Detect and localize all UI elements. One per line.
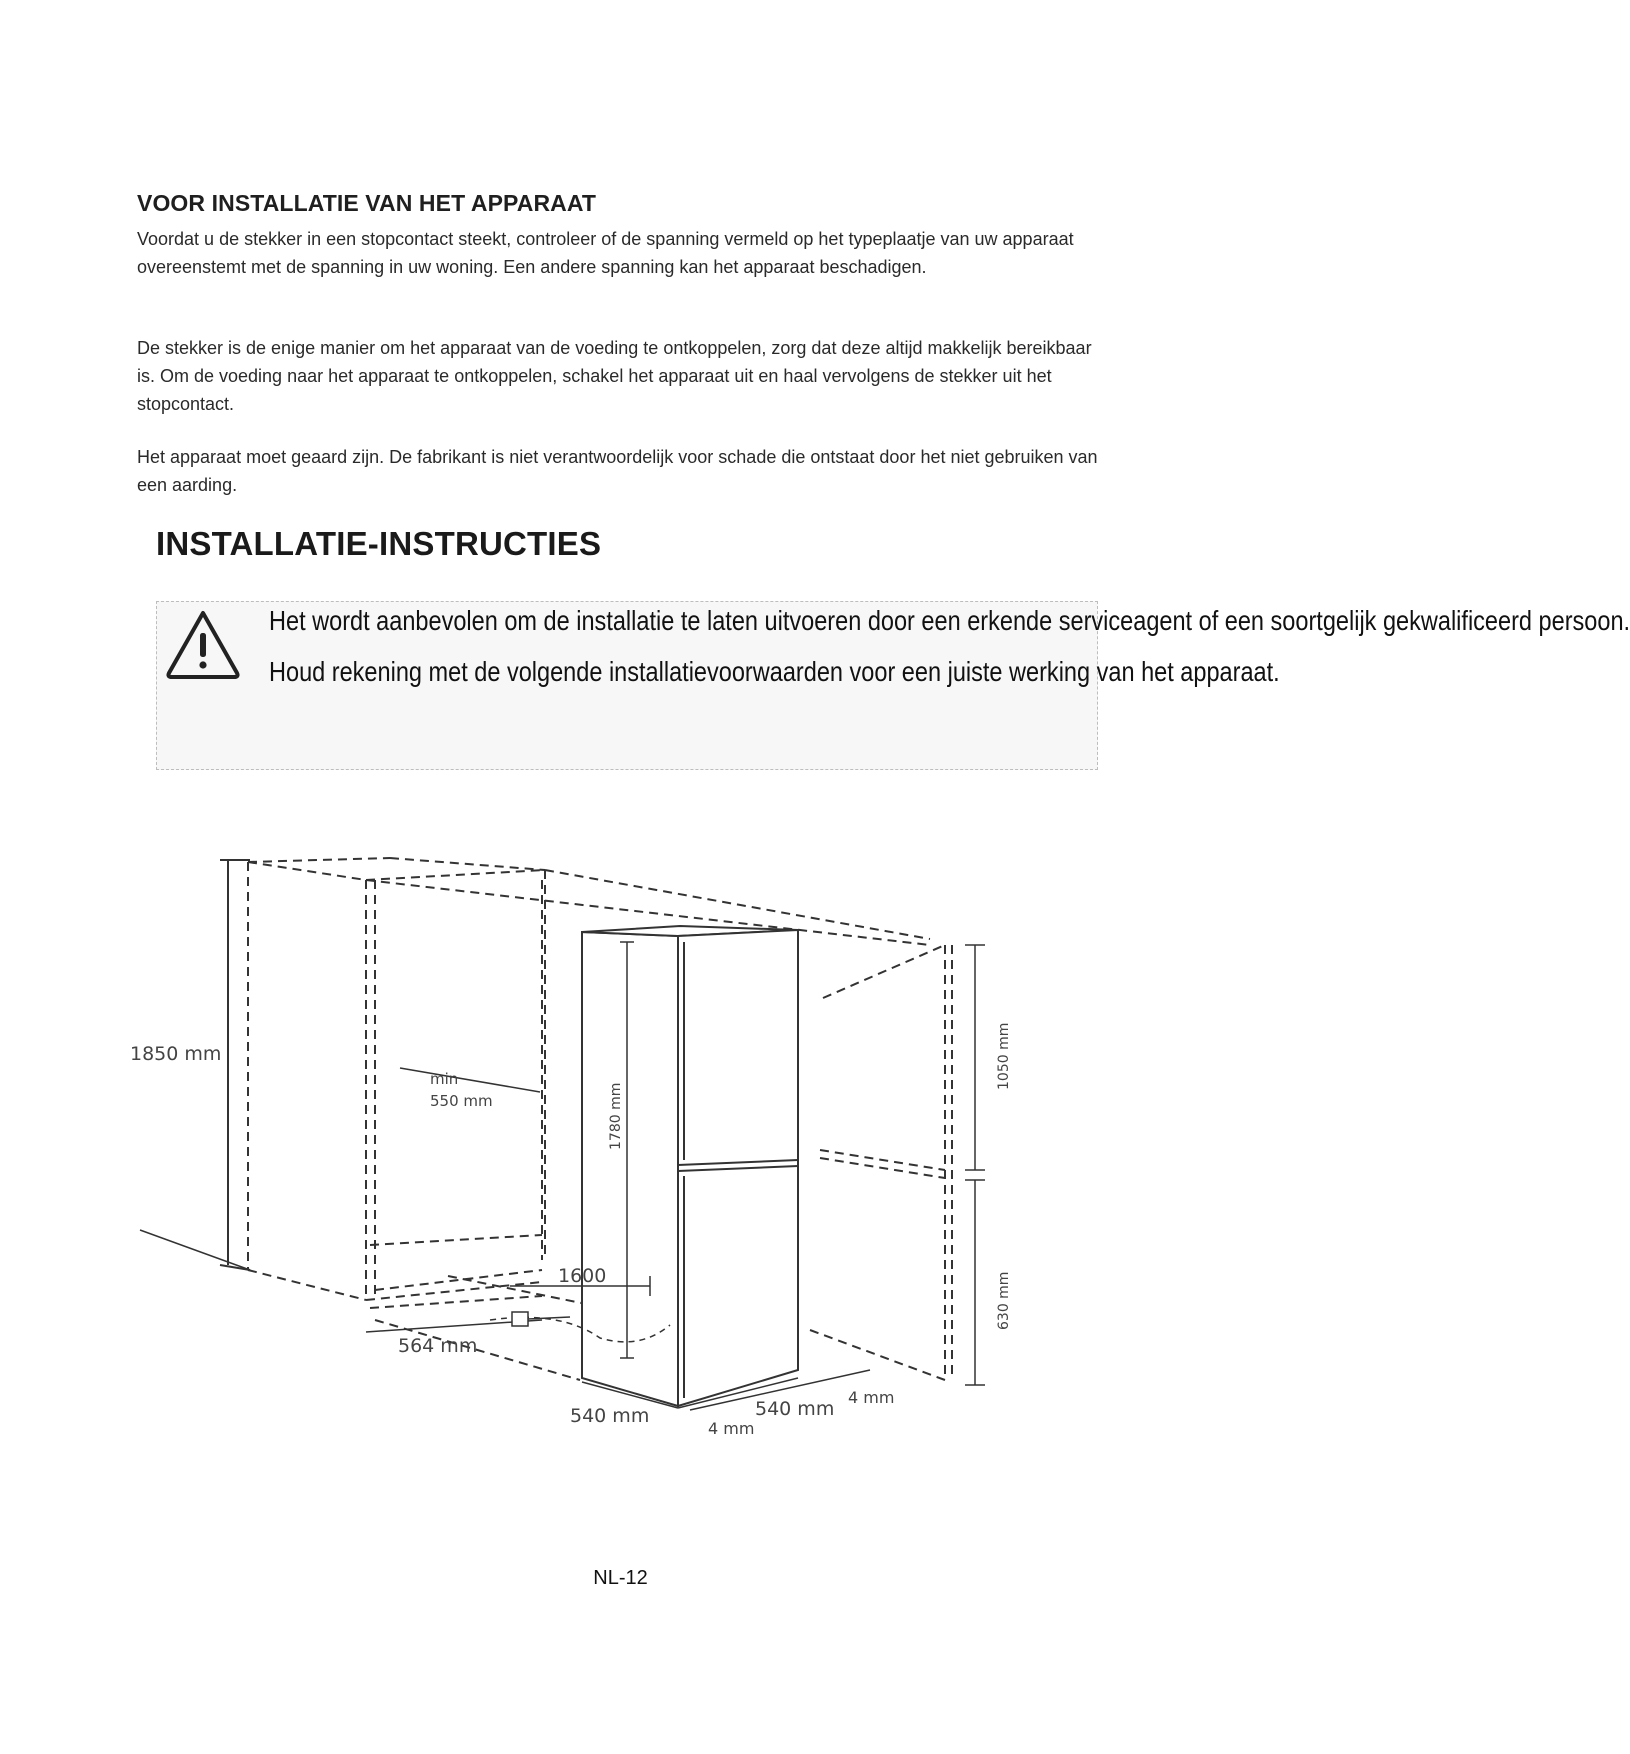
warning-line-qualified-installer: Het wordt aanbevolen om de installatie te laten uitvoeren door een erkende serviceagent of een soortgelijk gekwalificeerd persoon. — [269, 605, 1630, 636]
section-title-before-installation: VOOR INSTALLATIE VAN HET APPARAAT — [137, 190, 597, 216]
dim-appliance-height: 1780 mm — [608, 1082, 624, 1150]
dim-depth-min-value: 550 mm — [430, 1092, 493, 1110]
section-title-installation-instructions: INSTALLATIE-INSTRUCTIES — [156, 525, 602, 562]
dim-niche-height: 1850 mm — [130, 1043, 222, 1065]
dim-upper-door: 1050 mm — [996, 1022, 1012, 1090]
page-number: NL-12 — [593, 1567, 648, 1589]
dim-niche-width: 564 mm — [398, 1335, 478, 1357]
paragraph-plug-disconnect: De stekker is de enige manier om het apparaat van de voeding te ontkoppelen, zorg dat deze altijd makkelijk bereikbaar is. Om de voeding naar het apparaat te ontkoppelen, schakel het apparaat uit en haal vervolgens de stekker uit het stopcontact. — [137, 338, 1092, 414]
paragraph-voltage-check: Voordat u de stekker in een stopcontact steekt, controleer of de spanning vermeld op het typeplaatje van uw apparaat overeenstemt met de spanning in uw woning. Een andere spanning kan het apparaat beschadigen. — [137, 229, 1074, 277]
dim-appliance-depth: 540 mm — [570, 1405, 650, 1427]
warning-triangle-icon — [163, 607, 243, 681]
dim-appliance-width: 540 mm — [755, 1398, 835, 1420]
dim-cable-length: 1600 — [558, 1265, 607, 1287]
paragraph-grounding: Het apparaat moet geaard zijn. De fabrikant is niet verantwoordelijk voor schade die ontstaat door het niet gebruiken van een aarding. — [137, 447, 1098, 495]
warning-box — [156, 601, 1630, 770]
dim-gap-front: 4 mm — [708, 1419, 755, 1438]
warning-line-installation-conditions: Houd rekening met de volgende installatievoorwaarden voor een juiste werking van het apparaat. — [269, 656, 1280, 687]
warning-text — [269, 602, 1630, 690]
dim-depth-min-label: min — [430, 1070, 459, 1088]
dim-lower-door: 630 mm — [996, 1271, 1012, 1330]
installation-dimensions-diagram — [130, 850, 1130, 1450]
dim-gap-side: 4 mm — [848, 1388, 895, 1407]
